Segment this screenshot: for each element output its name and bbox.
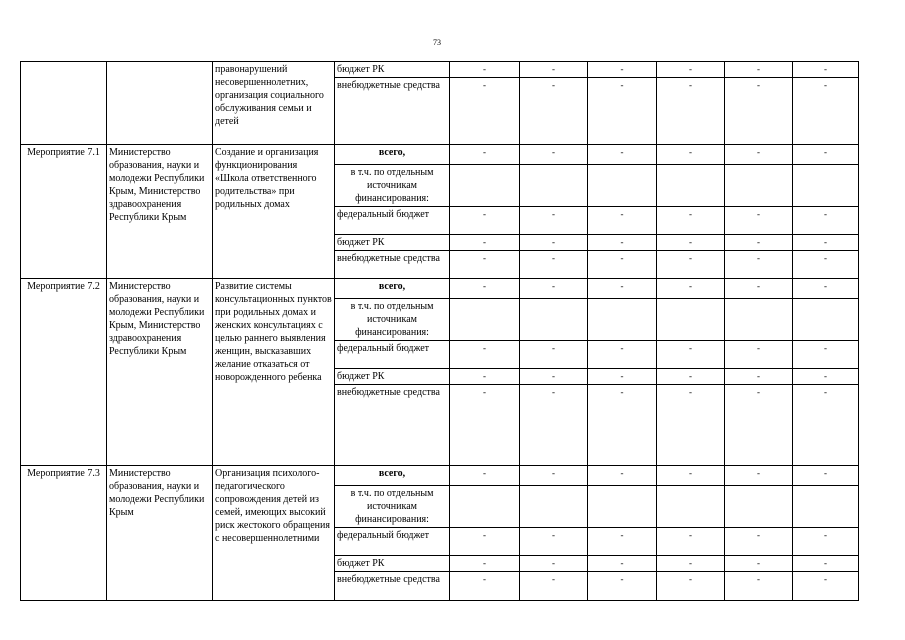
value-cell: -: [450, 528, 520, 556]
value-cell: -: [657, 145, 725, 165]
value-cell: [450, 299, 520, 341]
value-cell: [657, 165, 725, 207]
value-cell: -: [793, 556, 859, 572]
value-cell: -: [520, 556, 588, 572]
value-cell: -: [588, 369, 657, 385]
value-cell: -: [657, 251, 725, 279]
value-cell: -: [725, 572, 793, 601]
value-cell: [588, 486, 657, 528]
funding-source-extra: внебюджетные средства: [335, 572, 450, 601]
value-cell: -: [588, 145, 657, 165]
value-cell: -: [793, 78, 859, 145]
value-cell: -: [450, 207, 520, 235]
value-cell: -: [450, 341, 520, 369]
value-cell: [793, 299, 859, 341]
value-cell: -: [793, 207, 859, 235]
value-cell: -: [725, 251, 793, 279]
value-cell: -: [588, 207, 657, 235]
value-cell: -: [657, 556, 725, 572]
funding-source-federal: федеральный бюджет: [335, 207, 450, 235]
measure-label: Мероприятие 7.1: [21, 145, 107, 279]
value-cell: -: [588, 78, 657, 145]
value-cell: -: [793, 145, 859, 165]
funding-source-rk: бюджет РК: [335, 369, 450, 385]
value-cell: -: [725, 385, 793, 466]
value-cell: -: [657, 466, 725, 486]
value-cell: -: [725, 145, 793, 165]
value-cell: [657, 486, 725, 528]
value-cell: -: [588, 279, 657, 299]
value-cell: -: [725, 279, 793, 299]
funding-source-extra: внебюджетные средства: [335, 78, 450, 145]
value-cell: [588, 299, 657, 341]
value-cell: -: [657, 235, 725, 251]
funding-source-total: всего,: [335, 279, 450, 299]
value-cell: -: [657, 207, 725, 235]
page-number: 73: [433, 38, 441, 47]
value-cell: [520, 486, 588, 528]
value-cell: -: [450, 556, 520, 572]
value-cell: -: [520, 466, 588, 486]
value-cell: [520, 165, 588, 207]
value-cell: -: [657, 279, 725, 299]
carryover-label-cell: [21, 62, 107, 145]
funding-source-federal: федеральный бюджет: [335, 528, 450, 556]
measure-7-2-row-total: [21, 279, 859, 299]
value-cell: -: [657, 78, 725, 145]
carryover-row-rk: [21, 62, 859, 78]
measure-executor: Министерство образования, науки и молодежи Республики Крым, Министерство здравоохранения Республики Крым: [107, 145, 213, 279]
value-cell: [450, 165, 520, 207]
funding-source-total: всего,: [335, 466, 450, 486]
value-cell: -: [588, 528, 657, 556]
value-cell: -: [725, 528, 793, 556]
value-cell: -: [793, 528, 859, 556]
value-cell: -: [793, 279, 859, 299]
funding-source-extra: внебюджетные средства: [335, 251, 450, 279]
value-cell: -: [450, 235, 520, 251]
value-cell: -: [450, 385, 520, 466]
value-cell: -: [588, 62, 657, 78]
value-cell: [520, 299, 588, 341]
value-cell: -: [725, 556, 793, 572]
value-cell: -: [520, 207, 588, 235]
value-cell: [793, 486, 859, 528]
value-cell: -: [793, 341, 859, 369]
program-measures-table: [20, 61, 859, 601]
measure-executor: Министерство образования, науки и молодежи Республики Крым: [107, 466, 213, 601]
value-cell: -: [520, 369, 588, 385]
value-cell: [450, 486, 520, 528]
value-cell: -: [725, 78, 793, 145]
carryover-executor-cell: [107, 62, 213, 145]
measure-description: Организация психолого-педагогического сопровождения детей из семей, имеющих высокий риск жестокого обращения с несовершеннолетними: [213, 466, 335, 601]
value-cell: -: [450, 251, 520, 279]
measure-label: Мероприятие 7.3: [21, 466, 107, 601]
measure-description: Развитие системы консультационных пунктов при родильных домах и женских консультациях с целью раннего выявления женщин, высказавших желание отказаться от новорожденного ребенка: [213, 279, 335, 466]
value-cell: -: [588, 466, 657, 486]
measure-7-3-row-total: [21, 466, 859, 486]
value-cell: -: [588, 251, 657, 279]
funding-source-total: всего,: [335, 145, 450, 165]
funding-source-incl: в т.ч. по отдельным источникам финансирования:: [335, 486, 450, 528]
funding-source-rk: бюджет РК: [335, 62, 450, 78]
funding-source-federal: федеральный бюджет: [335, 341, 450, 369]
value-cell: -: [793, 235, 859, 251]
value-cell: -: [588, 385, 657, 466]
funding-source-incl: в т.ч. по отдельным источникам финансирования:: [335, 299, 450, 341]
value-cell: -: [657, 341, 725, 369]
value-cell: [725, 299, 793, 341]
value-cell: -: [450, 572, 520, 601]
value-cell: -: [657, 385, 725, 466]
value-cell: [657, 299, 725, 341]
carryover-description: правонарушений несовершеннолетних, организация социального обслуживания семьи и детей: [213, 62, 335, 145]
value-cell: -: [725, 466, 793, 486]
value-cell: -: [520, 279, 588, 299]
value-cell: -: [793, 385, 859, 466]
value-cell: -: [450, 62, 520, 78]
funding-source-extra: внебюджетные средства: [335, 385, 450, 466]
value-cell: -: [520, 145, 588, 165]
value-cell: -: [450, 78, 520, 145]
value-cell: -: [520, 528, 588, 556]
value-cell: -: [793, 369, 859, 385]
measure-description: Создание и организация функционирования «Школа ответственного родительства» при родильных домах: [213, 145, 335, 279]
value-cell: -: [450, 279, 520, 299]
value-cell: -: [657, 528, 725, 556]
value-cell: [793, 165, 859, 207]
value-cell: -: [793, 466, 859, 486]
measure-7-1-row-total: [21, 145, 859, 165]
value-cell: -: [588, 556, 657, 572]
value-cell: -: [725, 341, 793, 369]
value-cell: -: [793, 251, 859, 279]
value-cell: -: [520, 251, 588, 279]
funding-source-rk: бюджет РК: [335, 235, 450, 251]
value-cell: -: [520, 385, 588, 466]
value-cell: -: [588, 235, 657, 251]
measure-label: Мероприятие 7.2: [21, 279, 107, 466]
funding-source-rk: бюджет РК: [335, 556, 450, 572]
funding-source-incl: в т.ч. по отдельным источникам финансирования:: [335, 165, 450, 207]
value-cell: [588, 165, 657, 207]
value-cell: -: [657, 572, 725, 601]
value-cell: -: [725, 62, 793, 78]
measure-executor: Министерство образования, науки и молодежи Республики Крым, Министерство здравоохранения Республики Крым: [107, 279, 213, 466]
value-cell: -: [520, 62, 588, 78]
value-cell: -: [725, 235, 793, 251]
value-cell: -: [520, 572, 588, 601]
value-cell: -: [725, 207, 793, 235]
value-cell: -: [450, 145, 520, 165]
value-cell: -: [793, 62, 859, 78]
value-cell: [725, 486, 793, 528]
value-cell: -: [450, 369, 520, 385]
value-cell: -: [520, 78, 588, 145]
value-cell: -: [450, 466, 520, 486]
value-cell: -: [520, 341, 588, 369]
value-cell: -: [725, 369, 793, 385]
value-cell: -: [588, 341, 657, 369]
value-cell: -: [520, 235, 588, 251]
value-cell: [725, 165, 793, 207]
value-cell: -: [588, 572, 657, 601]
value-cell: -: [657, 62, 725, 78]
value-cell: -: [657, 369, 725, 385]
value-cell: -: [793, 572, 859, 601]
